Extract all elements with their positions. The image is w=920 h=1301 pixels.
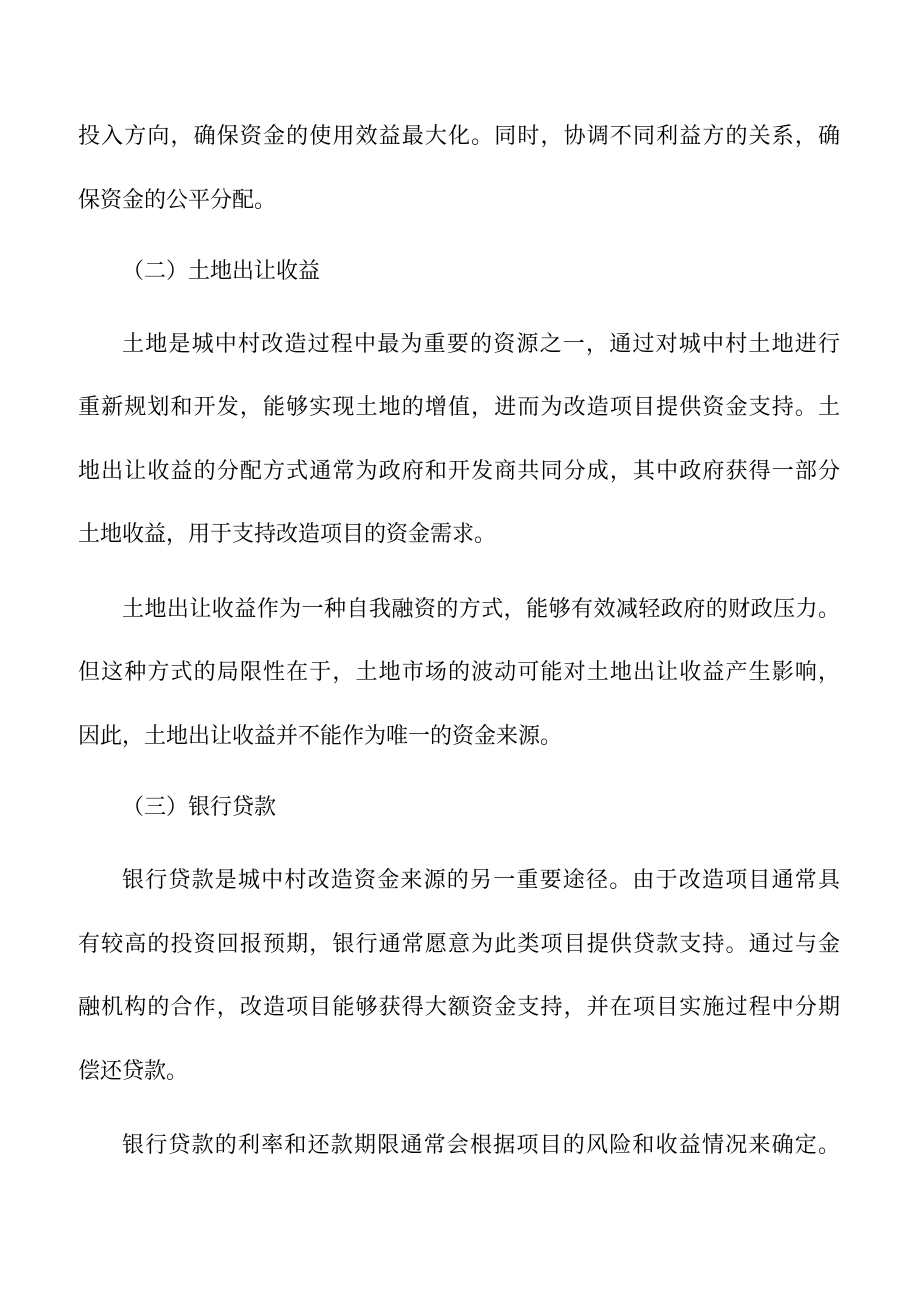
para-bank-1-line-2: 有较高的投资回报预期，银行通常愿意为此类项目提供贷款支持。通过与金 xyxy=(78,932,840,957)
para-land-1-line-3: 地出让收益的分配方式通常为政府和开发商共同分成，其中政府获得一部分 xyxy=(78,459,840,484)
para-land-2-line-3: 因此，土地出让收益并不能作为唯一的资金来源。 xyxy=(78,724,563,749)
para-bank-1-line-3: 融机构的合作，改造项目能够获得大额资金支持，并在项目实施过程中分期 xyxy=(78,995,840,1020)
para-continued-line-1: 投入方向，确保资金的使用效益最大化。同时，协调不同利益方的关系，确 xyxy=(78,124,840,149)
para-bank-1-line-1: 银行贷款是城中村改造资金来源的另一重要途径。由于改造项目通常具 xyxy=(122,868,840,893)
heading-land-transfer: （二）土地出让收益 xyxy=(122,259,321,284)
para-land-2-line-2: 但这种方式的局限性在于，土地市场的波动可能对土地出让收益产生影响， xyxy=(78,660,840,685)
para-land-1-line-1: 土地是城中村改造过程中最为重要的资源之一，通过对城中村土地进行 xyxy=(122,332,840,357)
heading-bank-loan: （三）银行贷款 xyxy=(122,795,277,820)
para-bank-1-line-4: 偿还贷款。 xyxy=(78,1059,189,1084)
para-land-2-line-1: 土地出让收益作为一种自我融资的方式，能够有效减轻政府的财政压力。 xyxy=(122,597,840,622)
para-continued-line-2: 保资金的公平分配。 xyxy=(78,188,277,213)
para-bank-2-line-1: 银行贷款的利率和还款期限通常会根据项目的风险和收益情况来确定。 xyxy=(122,1133,840,1158)
para-land-1-line-2: 重新规划和开发，能够实现土地的增值，进而为改造项目提供资金支持。土 xyxy=(78,395,840,420)
para-land-1-line-4: 土地收益，用于支持改造项目的资金需求。 xyxy=(78,522,497,547)
